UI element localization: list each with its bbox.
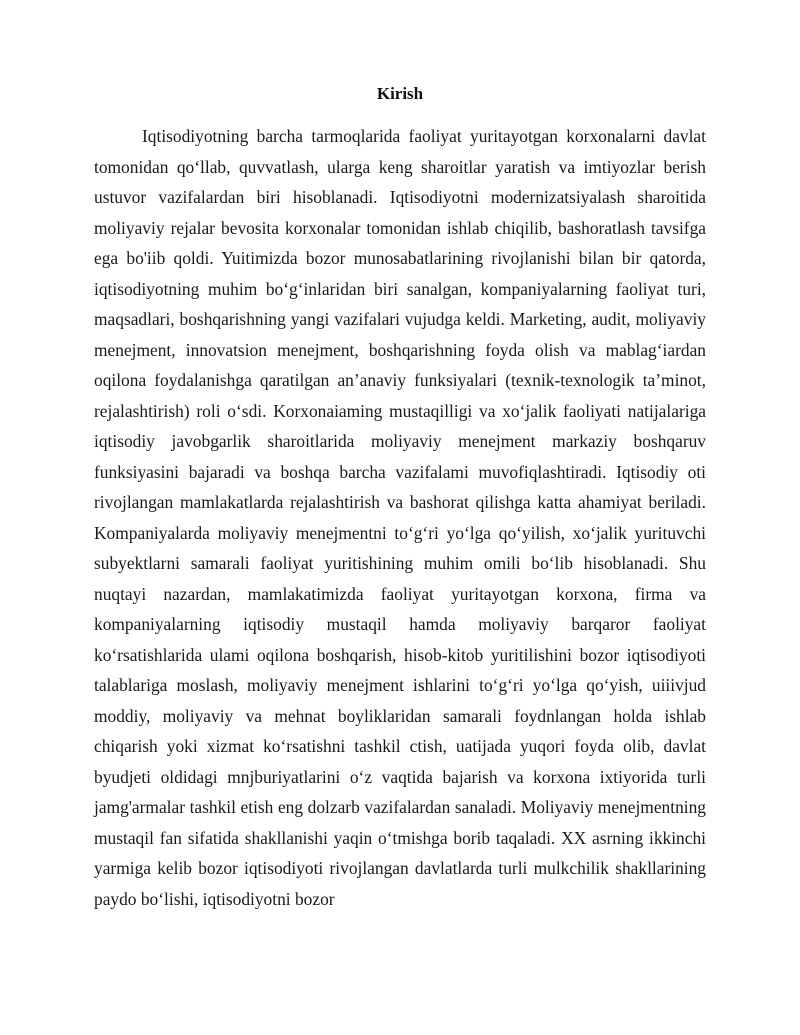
body-paragraph: Iqtisodiyotning barcha tarmoqlarida faoliyat yuritayotgan korxonalarni davlat tomonidan qo‘llab, quvvatlash, ularga keng sharoitlar yaratish va imtiyozlar berish ustuvor vazifalardan biri hisoblanadi. Iqtisodiyotni modernizatsiyalash sharoitida moliyaviy rejalar bevosita korxonalar tomonidan ishlab chiqilib, bashoratlash tavsifga ega bo'iib qoldi. Yuitimizda bozor munosabatlarining rivojlanishi bilan bir qatorda, iqtisodiyotning muhim bo‘g‘inlaridan biri sanalgan, kompaniyalarning faoliyat turi, maqsadlari, boshqarishning yangi vazifalari vujudga keldi. Marketing, audit, moliyaviy menejment, innovatsion menejment, boshqarishning foyda olish va mablag‘iardan oqilona foydalanishga qaratilgan an’anaviy funksiyalari (texnik-texnologik ta’minot, rejalashtirish) roli o‘sdi. Korxonaiaming mustaqilligi va xo‘jalik faoliyati natijalariga iqtisodiy javobgarlik sharoitlarida moliyaviy menejment markaziy boshqaruv funksiyasini bajaradi va boshqa barcha vazifalami muvofiqlashtiradi. Iqtisodiy oti rivojlangan mamlakatlarda rejalashtirish va bashorat qilishga katta ahamiyat beriladi. Kompaniyalarda moliyaviy menejmentni to‘g‘ri yo‘lga qo‘yilish, xo‘jalik yurituvchi subyektlarni samarali faoliyat yuritishining muhim omili bo‘lib hisoblanadi. Shu nuqtayi nazardan, mamlakatimizda faoliyat yuritayotgan korxona, firma va kompaniyalarning iqtisodiy mustaqil hamda moliyaviy barqaror faoliyat ko‘rsatishlarida ulami oqilona boshqarish, hisob-kitob yuritilishini bozor iqtisodiyoti talablariga moslash, moliyaviy menejment ishlarini to‘g‘ri yo‘lga qo‘yish, uiiivjud moddiy, moliyaviy va mehnat boyliklaridan samarali foydnlangan holda ishlab chiqarish yoki xizmat ko‘rsatishni tashkil ctish, uatijada yuqori foyda olib, davlat byudjeti oldidagi mnjburiyatlarini o‘z vaqtida bajarish va korxona ixtiyorida turli jamg'armalar tashkil etish eng dolzarb vazifalardan sanaladi. Moliyaviy menejmentning mustaqil fan sifatida shakllanishi yaqin o‘tmishga borib taqaladi. XX asrning ikkinchi yarmiga kelib bozor iqtisodiyoti rivojlangan davlatlarda turli mulkchilik shakllarining paydo bo‘lishi, iqtisodiyotni bozor — [94, 126, 706, 909]
page-title: Kirish — [376, 84, 424, 103]
